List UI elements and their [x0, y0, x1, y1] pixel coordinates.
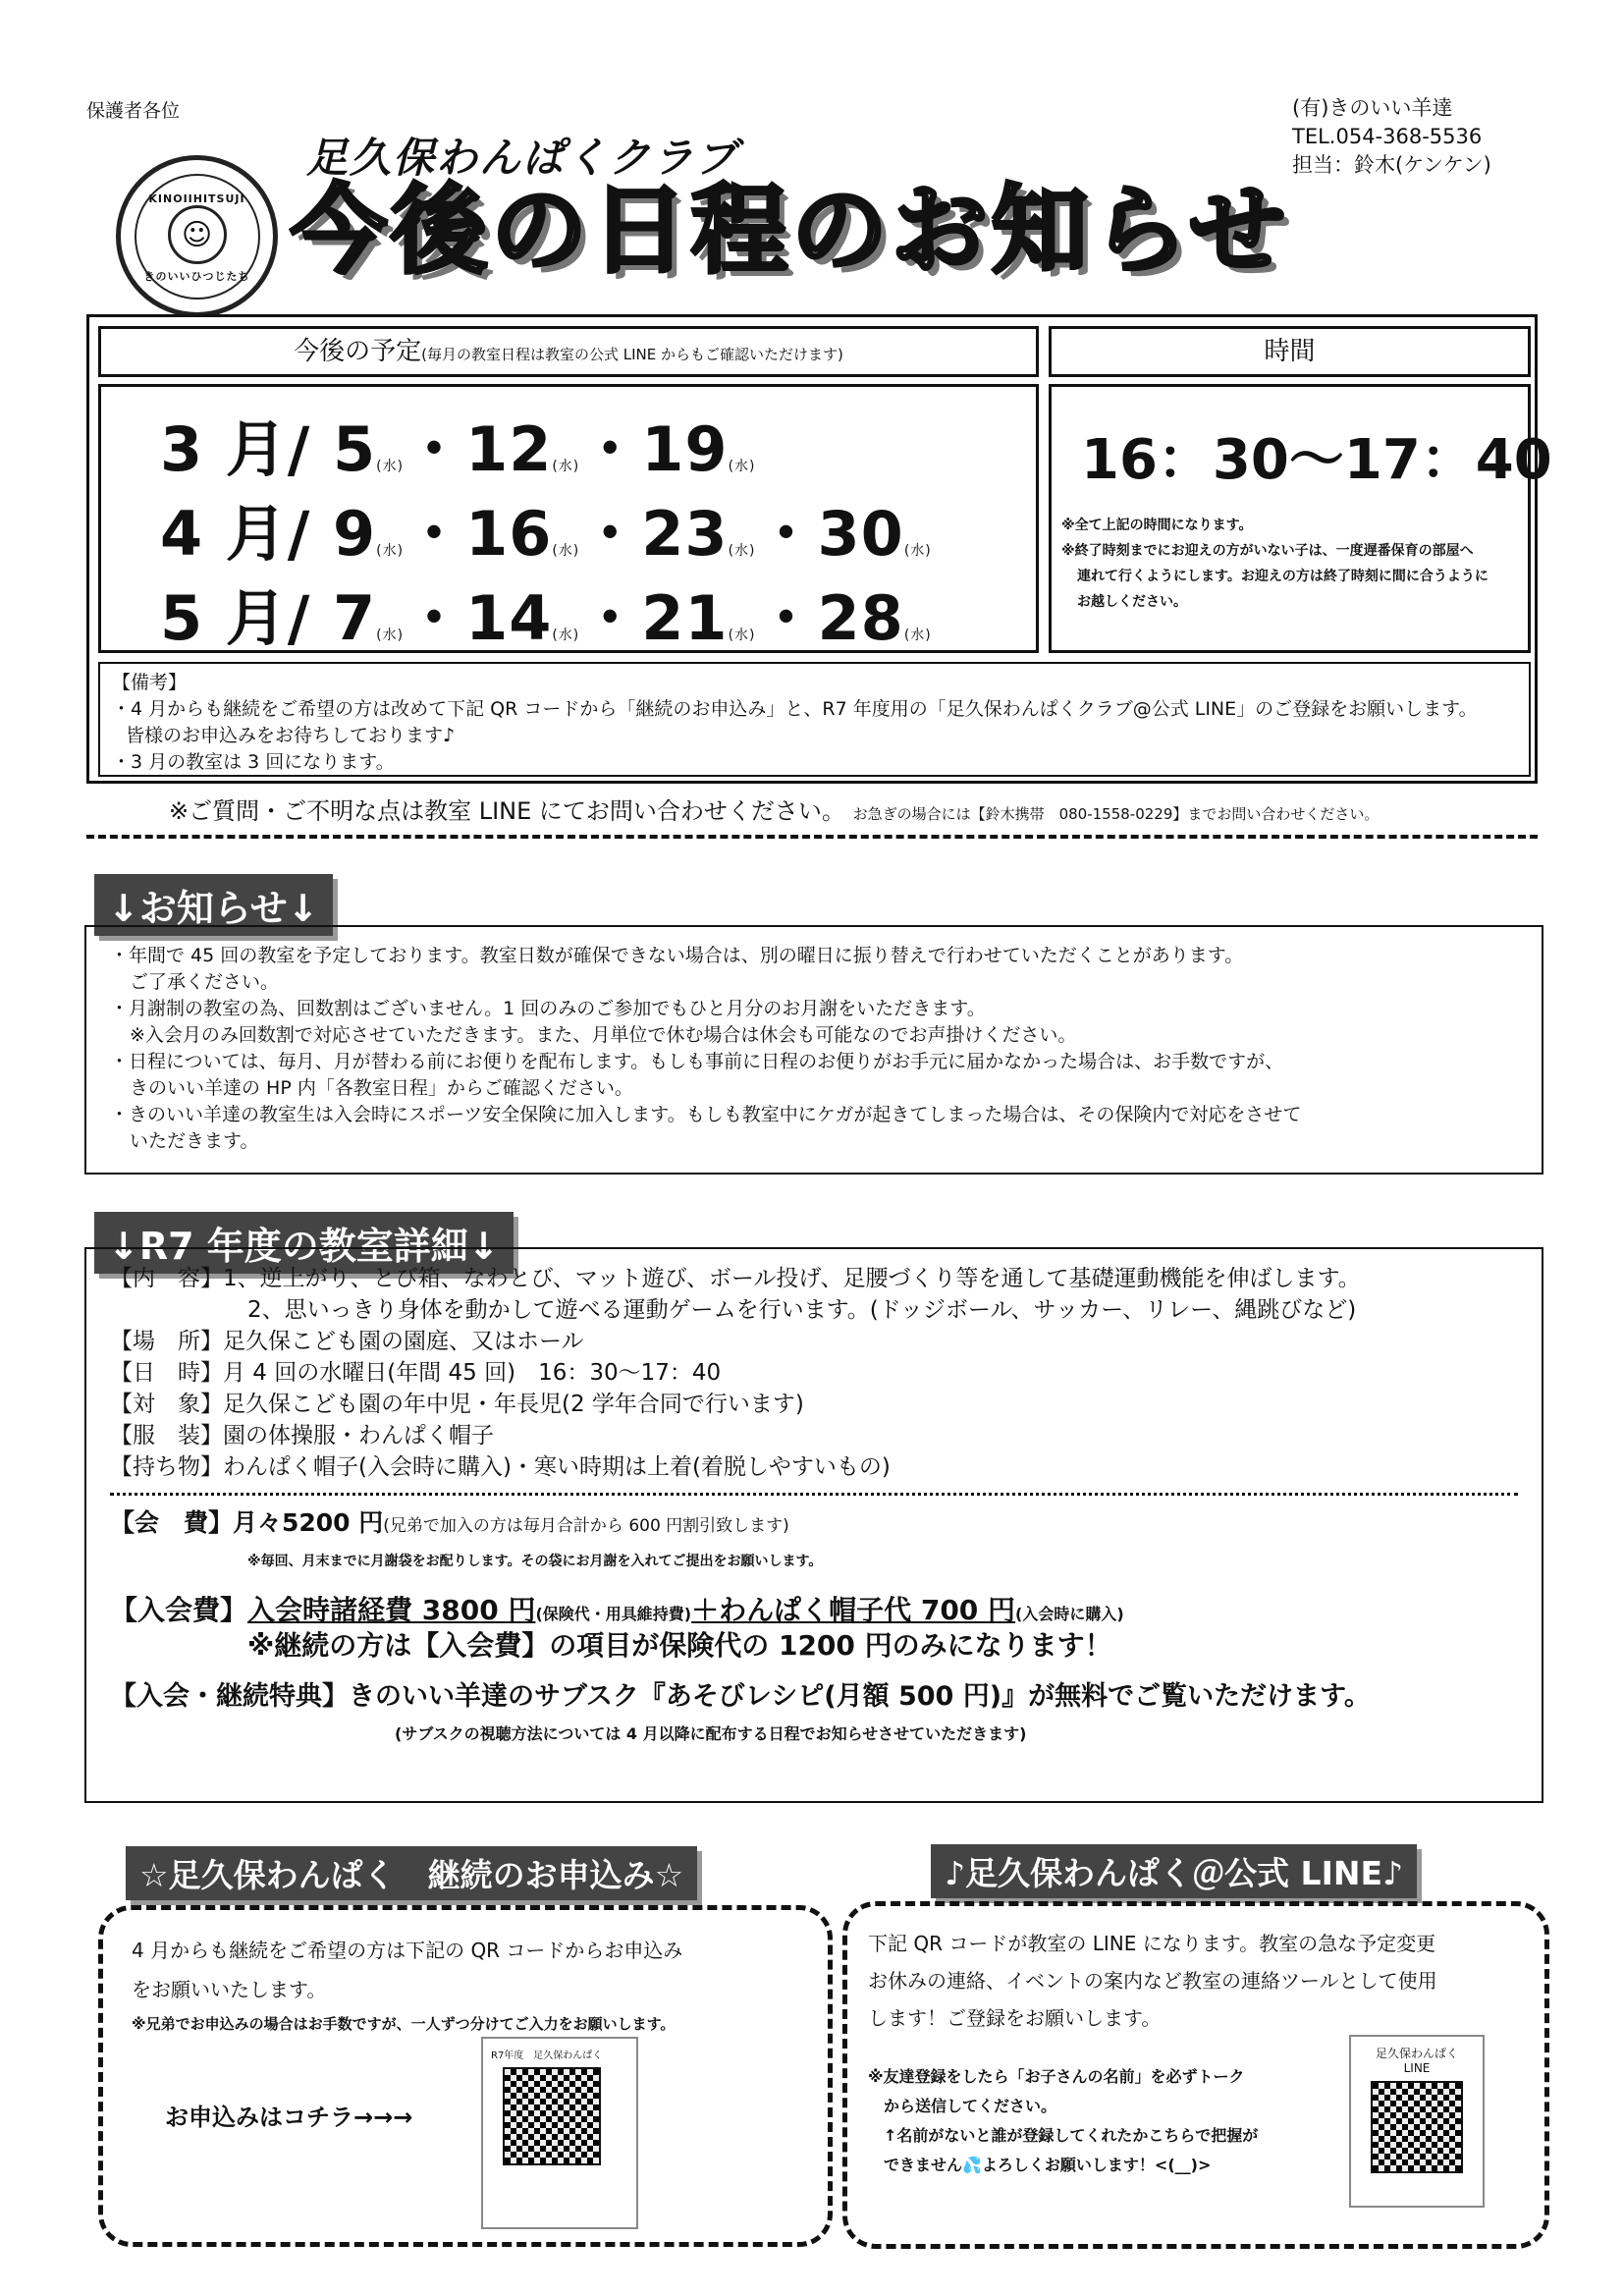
fee-main: 【会 費】月々5200 円 — [110, 1508, 384, 1537]
weekday: (水) — [728, 459, 756, 474]
date-row-april: 4 月/ 9(水)・16(水)・23(水)・30(水) — [160, 498, 932, 570]
apply-link[interactable]: お申込みはコチラ→→→ — [165, 2104, 413, 2131]
time-header: 時間 — [1049, 326, 1531, 377]
apply-qr-code[interactable] — [503, 2067, 601, 2165]
dotted-divider — [110, 1493, 1518, 1496]
weekday: (水) — [376, 628, 405, 643]
apply-text — [132, 1931, 682, 2039]
apply-qr-frame — [481, 2037, 638, 2229]
info-line: いただきます。 — [130, 1130, 259, 1152]
detail-clothes: 【服 装】園の体操服・わんぱく帽子 — [110, 1423, 494, 1449]
company-info — [1292, 94, 1491, 180]
month-label: 4 月 — [160, 498, 288, 570]
page-title: 今後の日程のお知らせ — [291, 175, 1290, 287]
details-banner: ↓R7 年度の教室詳細↓ — [94, 1212, 514, 1274]
weekday: (水) — [552, 543, 580, 559]
apply-qr-caption: R7年度 足久保わんぱく — [491, 2050, 603, 2061]
apply-line: をお願いいたします。 — [132, 1978, 327, 2001]
weekday: (水) — [728, 628, 756, 643]
date-row-march: 3 月/ 5(水)・12(水)・19(水) — [160, 413, 756, 485]
sheep-icon: ☺ — [168, 205, 227, 264]
info-line: ※入会月のみ回数割で対応させていただきます。また、月単位で休む場合は休会も可能なのでお声掛けください。 — [130, 1024, 1077, 1046]
day: 16 — [465, 498, 553, 570]
info-banner: ↓お知らせ↓ — [94, 874, 333, 936]
weekday: (水) — [376, 543, 405, 559]
schedule-section — [86, 314, 1552, 784]
detail-place: 【場 所】足久保こども園の園庭、又はホール — [110, 1329, 584, 1354]
day: 19 — [641, 413, 729, 485]
company-name: (有)きのいい羊達 — [1292, 96, 1453, 120]
logo-subtext: きのいいひつじたち — [143, 270, 250, 283]
join-label: 【入会費】 — [110, 1594, 248, 1626]
company-tel: TEL.054-368-5536 — [1292, 125, 1483, 148]
weekday: (水) — [728, 543, 756, 559]
info-line: ・年間で 45 回の教室を予定しております。教室日数が確保できない場合は、別の曜日に振り替えで行わせていただくことがあります。 — [110, 945, 1244, 966]
contact-line — [169, 792, 1379, 826]
month-label: 3 月 — [160, 413, 288, 485]
time-note: お越しください。 — [1077, 594, 1187, 610]
fee-note: ※毎回、月末までに月謝袋をお配りします。その袋にお月謝を入れてご提出をお願いします。 — [247, 1554, 823, 1569]
line-qr-frame — [1349, 2035, 1485, 2208]
day: 21 — [641, 582, 729, 654]
day: 30 — [817, 498, 904, 570]
line-note: から送信してください。 — [884, 2097, 1057, 2115]
details-box — [84, 1247, 1543, 1803]
addressee: 保護者各位 — [86, 100, 181, 122]
weekday: (水) — [552, 459, 580, 474]
hat-fee: ＋わんぱく帽子代 700 円 — [691, 1594, 1016, 1626]
weekday: (水) — [903, 543, 932, 559]
continuation-note: ※継続の方は【入会費】の項目が保険代の 1200 円のみになります！ — [247, 1629, 1112, 1662]
info-line: ・きのいい羊達の教室生は入会時にスポーツ安全保険に加入します。もしも教室中にケガが起きてしまった場合は、その保険内で対応をさせて — [110, 1104, 1302, 1125]
hat-fee-small: (入会時に購入) — [1015, 1605, 1124, 1623]
schedule-header — [98, 326, 1039, 377]
company-logo — [116, 155, 278, 317]
time-box — [1049, 384, 1552, 653]
line-text — [868, 1925, 1437, 2037]
remarks-title: 【備考】 — [112, 672, 188, 693]
line-line: します！ご登録をお願いします。 — [868, 2006, 1162, 2030]
apply-note: ※兄弟でお申込みの場合はお手数ですが、一人ずつ分けてご入力をお願いします。 — [132, 2015, 676, 2033]
line-note: ※友達登録をしたら「お子さんの名前」を必ずトーク — [868, 2067, 1245, 2086]
monthly-fee — [110, 1507, 1518, 1542]
apply-banner: ☆足久保わんぱく 継続のお申込み☆ — [126, 1846, 697, 1900]
contact-small: お急ぎの場合には【鈴木携帯 080-1558-0229】までお問い合わせください。 — [852, 805, 1380, 823]
day: 14 — [465, 582, 553, 654]
line-qr-caption2: LINE — [1403, 2061, 1431, 2075]
schedule-header-note: (毎月の教室日程は教室の公式 LINE からもご確認いただけます) — [421, 346, 843, 363]
divider — [86, 835, 1538, 839]
day: 5 — [332, 413, 377, 485]
fee-small: (兄弟で加入の方は毎月合計から 600 円割引致します) — [383, 1516, 789, 1536]
detail-content: 2、思いっきり身体を動かして遊べる運動ゲームを行います。(ドッジボール、サッカー、リレー、縄跳びなど) — [247, 1297, 1357, 1323]
time-notes — [1061, 513, 1518, 615]
join-fee — [110, 1595, 1518, 1630]
info-line: ・日程については、毎月、月が替わる前にお便りを配布します。もしも事前に日程のお便りがお手元に届かなかった場合は、お手数ですが、 — [110, 1051, 1284, 1072]
line-qr-code[interactable] — [1371, 2081, 1463, 2173]
join-fee-small: (保険代・用具維持費) — [535, 1605, 692, 1623]
schedule-header-label: 今後の予定 — [294, 337, 422, 366]
weekday: (水) — [903, 628, 932, 643]
line-line: 下記 QR コードが教室の LINE になります。教室の急な予定変更 — [868, 1932, 1436, 1955]
detail-target: 【対 象】足久保こども園の年中児・年長児(2 学年合同で行います) — [110, 1392, 804, 1417]
info-box — [84, 925, 1543, 1175]
time-note: ※全て上記の時間になります。 — [1061, 518, 1253, 533]
line-qr-caption: 足久保わんぱく — [1375, 2047, 1458, 2060]
line-notes — [868, 2062, 1258, 2180]
month-label: 5 月 — [160, 582, 288, 654]
bonus-note: (サブスクの視聴方法については 4 月以降に配布する日程でお知らせさせていただきます) — [395, 1724, 1027, 1743]
join-fee-amount: 入会時諸経費 3800 円 — [247, 1594, 536, 1626]
remark: ・3 月の教室は 3 回になります。 — [112, 751, 395, 773]
day: 23 — [641, 498, 729, 570]
day: 9 — [332, 498, 377, 570]
remark: ・4 月からも継続をご希望の方は改めて下記 QR コードから「継続のお申込み」と、R7 年度用の「足久保わんぱくクラブ@公式 LINE」のご登録をお願いします。 — [112, 698, 1478, 720]
day: 28 — [817, 582, 904, 654]
club-name: 足久保わんぱくクラブ — [306, 134, 739, 182]
weekday: (水) — [552, 628, 580, 643]
line-note: できません💦よろしくお願いします！<(__)> — [884, 2156, 1212, 2174]
line-banner: ♪足久保わんぱく＠公式 LINE♪ — [931, 1844, 1417, 1898]
day: 7 — [332, 582, 377, 654]
detail-items: 【持ち物】わんぱく帽子(入会時に購入)・寒い時期は上着(着脱しやすいもの) — [110, 1454, 891, 1480]
contact-main: ※ご質問・ご不明な点は教室 LINE にてお問い合わせください。 — [169, 797, 845, 825]
time-note: ※終了時刻までにお迎えの方がいない子は、一度遅番保育の部屋へ — [1061, 543, 1474, 559]
dates-box — [98, 384, 1039, 653]
info-line: ご了承ください。 — [130, 971, 280, 993]
time-range: 16：30〜17：40 — [1081, 428, 1552, 492]
detail-content: 【内 容】1、逆上がり、とび箱、なわとび、マット遊び、ボール投げ、足腰づくり等を通して基礎運動機能を伸ばします。 — [110, 1266, 1361, 1291]
remarks-box — [98, 662, 1531, 777]
detail-time: 【日 時】月 4 回の水曜日(年間 45 回) 16：30〜17：40 — [110, 1360, 722, 1386]
logo-text: KINOIIHITSUJI — [148, 192, 245, 205]
date-row-may: 5 月/ 7(水)・14(水)・21(水)・28(水) — [160, 582, 932, 654]
day: 12 — [465, 413, 553, 485]
apply-line: 4 月からも継続をご希望の方は下記の QR コードからお申込み — [132, 1939, 683, 1962]
time-note: 連れて行くようにします。お迎えの方は終了時刻に間に合うように — [1077, 569, 1489, 584]
company-contact: 担当：鈴木(ケンケン) — [1292, 153, 1491, 177]
bonus: 【入会・継続特典】きのいい羊達のサブスク『あそびレシピ(月額 500 円)』が無料でご覧いただけます。 — [110, 1681, 1371, 1712]
line-line: お休みの連絡、イベントの案内など教室の連絡ツールとして使用 — [868, 1969, 1437, 1993]
weekday: (水) — [376, 459, 405, 474]
info-line: きのいい羊達の HP 内「各教室日程」からご確認ください。 — [130, 1077, 633, 1099]
remark: 皆様のお申込みをお待ちしております♪ — [126, 725, 456, 746]
line-note: ↑名前がないと誰が登録してくれたかこちらで把握が — [884, 2126, 1259, 2145]
info-line: ・月謝制の教室の為、回数割はございません。1 回のみのご参加でもひと月分のお月謝をいただきます。 — [110, 998, 986, 1019]
